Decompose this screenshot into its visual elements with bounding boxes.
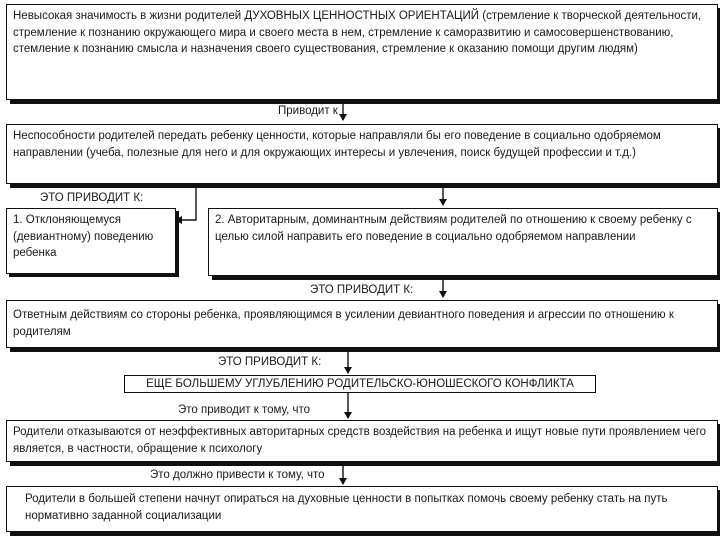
box-parents-seek-help [6, 420, 718, 462]
box-spiritual-values-outcome [6, 486, 718, 532]
box-authoritarian-actions-text: 2. Авторитарным, доминантным действиям родителей по отношению к своему ребенку с целью силой направить его поведение в социально одобряемом направлении [215, 214, 692, 243]
box-deviant-behavior [6, 208, 176, 274]
box-deeper-conflict-text: ЕЩЕ БОЛЬШЕМУ УГЛУБЛЕНИЮ РОДИТЕЛЬСКО-ЮНОШЕСКОГО КОНФЛИКТА [146, 378, 574, 390]
box-inability-transfer-values [6, 124, 718, 184]
box-child-response [6, 300, 718, 348]
arrow-3 [176, 184, 196, 220]
label-leads-to-1: Приводит к [278, 105, 338, 117]
box-child-response-text: Ответным действиям со стороны ребенка, проявляющимся в усилении девиантного поведения и агрессии по отношению к родителям [13, 309, 674, 338]
box-deeper-conflict [124, 375, 596, 393]
label-leads-to-2: ЭТО ПРИВОДИТ К: [40, 192, 144, 204]
box-authoritarian-actions [208, 208, 718, 276]
label-leads-to-4: ЭТО ПРИВОДИТ К: [218, 356, 322, 368]
box-parents-seek-help-text: Родители отказываются от неэффективных авторитарных средств воздействия на ребенка и ищут новые пути проявлением чего является, в частности, обращение к психологу [13, 426, 707, 455]
box-deviant-behavior-text: 1. Отклоняющемуся (девиантному) поведению ребенка [13, 214, 154, 259]
label-leads-to-3: ЭТО ПРИВОДИТ К: [310, 284, 414, 296]
box-low-spiritual-values-text: Невысокая значимость в жизни родителей ДУХОВНЫХ ЦЕННОСТНЫХ ОРИЕНТАЦИЙ (стремление к творческой деятельности, стремление к познанию окружающего мира и своего места в нем, стремление к саморазвитию и самосовершенствованию, стемление к познанию смысла и назначения своего существования, стремление к оказанию помощи другим людям) [13, 10, 702, 55]
box-spiritual-values-outcome-text: Родители в большей степени начнут опираться на духовные ценности в попытках помочь своему ребенку стать на путь нормативно заданной социализации [25, 493, 668, 522]
box-inability-transfer-values-text: Неспособности родителей передать ребенку ценности, которые направляли бы его поведение в социально одобряемом направлении (учеба, полезные для него и для окружающих интересы и увлечения, поиск будущей профессии и т.д.) [13, 130, 661, 159]
box-low-spiritual-values [6, 4, 718, 100]
label-leads-to-6: Это должно привести к тому, что [150, 469, 325, 481]
label-leads-to-5: Это приводит к тому, что [178, 404, 311, 416]
